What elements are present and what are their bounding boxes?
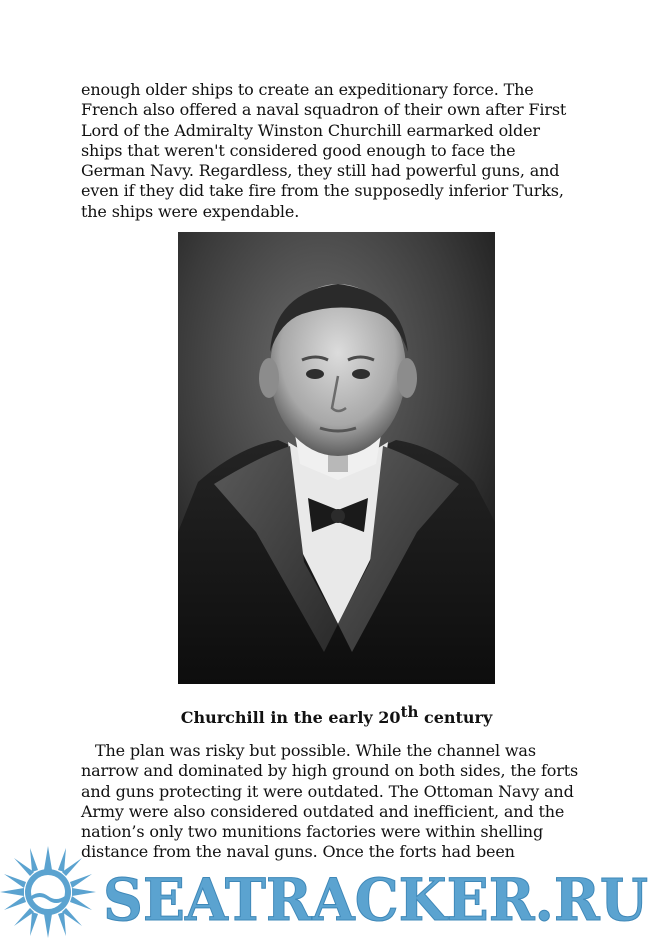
churchill-portrait-photo <box>178 232 495 684</box>
watermark-text: SEATRACKER.RU <box>103 866 648 934</box>
photo-caption <box>0 703 660 730</box>
body-paragraph-bottom: The plan was risky but possible. While the channel was narrow and dominated by high ground on both sides, the forts and guns protecting it were outdated. The Ottoman Navy and Army were also considered outdated and inefficient, and the nation’s only two munitions factories were within shelling distance from the naval guns. Once the forts had been <box>81 741 579 862</box>
body-paragraph-top: enough older ships to create an expeditionary force. The French also offered a naval squadron of their own after First Lord of the Admiralty Winston Churchill earmarked older ships that weren't considered good enough to face the German Navy. Regardless, they still had powerful guns, and even if they did take fire from the supposedly inferior Turks, the ships were expendable. <box>81 80 567 221</box>
caption-text: Churchill in the early 20 <box>180 708 401 727</box>
caption-superscript: th <box>400 703 419 721</box>
watermark-graphic <box>0 840 660 944</box>
portrait-image <box>178 232 495 684</box>
site-watermark <box>0 840 660 944</box>
sun-logo-icon <box>0 846 96 938</box>
caption-text-end: century <box>418 708 493 727</box>
